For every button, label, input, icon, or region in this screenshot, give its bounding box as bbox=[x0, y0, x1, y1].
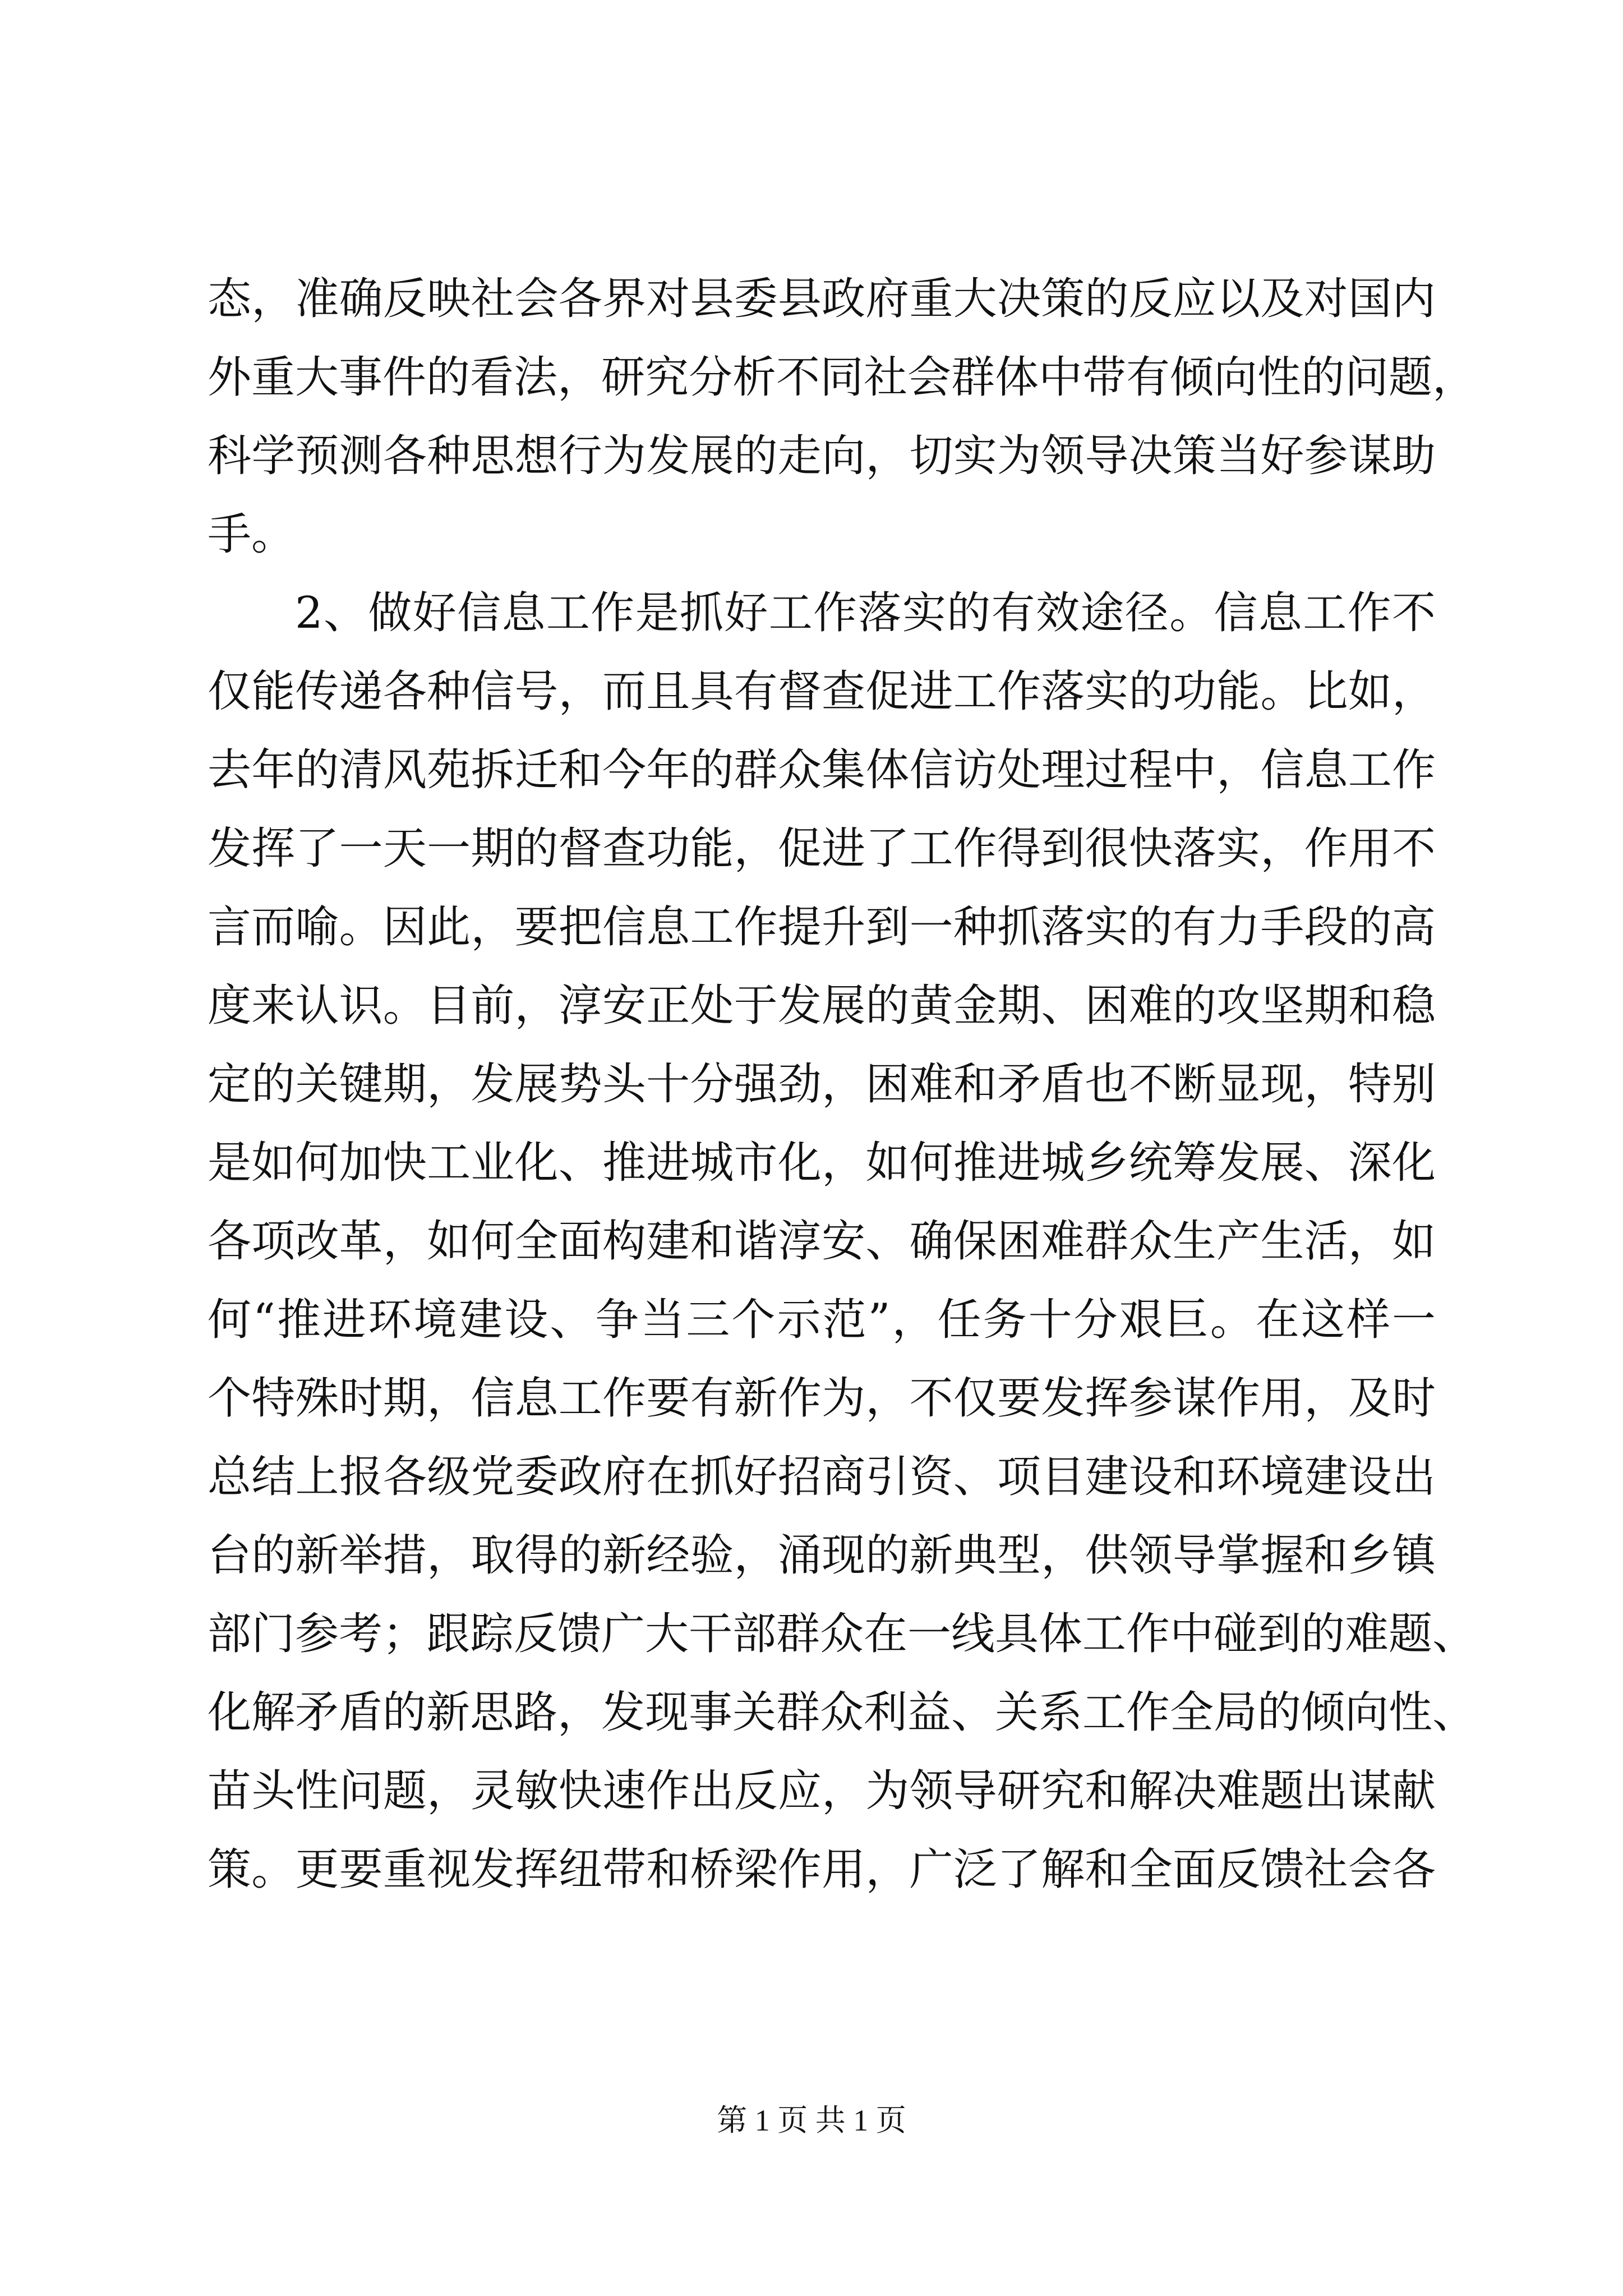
text-line: 部门参考；跟踪反馈广大干部群众在一线具体工作中碰到的难题、 bbox=[208, 1609, 1477, 1659]
text-line: 台的新举措，取得的新经验，涌现的新典型，供领导掌握和乡镇 bbox=[208, 1530, 1436, 1581]
text-line: 去年的清风苑拆迁和今年的群众集体信访处理过程中，信息工作 bbox=[208, 745, 1436, 795]
text-line: 科学预测各种思想行为发展的走向，切实为领导决策当好参谋助 bbox=[208, 431, 1436, 481]
text-line: 态，准确反映社会各界对县委县政府重大决策的反应以及对国内 bbox=[208, 274, 1436, 324]
text-line: 总结上报各级党委政府在抓好招商引资、项目建设和环境建设出 bbox=[208, 1452, 1436, 1502]
text-line: 是如何加快工业化、推进城市化，如何推进城乡统筹发展、深化 bbox=[208, 1138, 1436, 1188]
text-line: 度来认识。目前，淳安正处于发展的黄金期、困难的攻坚期和稳 bbox=[208, 981, 1436, 1031]
text-line: 言而喻。因此，要把信息工作提升到一种抓落实的有力手段的高 bbox=[208, 902, 1436, 953]
text-line: 仅能传递各种信号，而且具有督查促进工作落实的功能。比如， bbox=[208, 666, 1436, 717]
text-line: 苗头性问题，灵敏快速作出反应，为领导研究和解决难题出谋献 bbox=[208, 1766, 1436, 1816]
text-line: 策。更要重视发挥纽带和桥梁作用，广泛了解和全面反馈社会各 bbox=[208, 1844, 1436, 1895]
document-body bbox=[208, 260, 1477, 1909]
text-line: 各项改革，如何全面构建和谐淳安、确保困难群众生产生活，如 bbox=[208, 1216, 1436, 1267]
text-line: 个特殊时期，信息工作要有新作为，不仅要发挥参谋作用，及时 bbox=[208, 1373, 1436, 1424]
text-line: 何“推进环境建设、争当三个示范”，任务十分艰巨。在这样一 bbox=[208, 1295, 1436, 1345]
text-line: 手。 bbox=[208, 509, 296, 560]
text-line: 外重大事件的看法，研究分析不同社会群体中带有倾向性的问题， bbox=[208, 352, 1477, 403]
page-number-footer: 第 1 页 共 1 页 bbox=[717, 2104, 906, 2137]
text-line: 发挥了一天一期的督查功能，促进了工作得到很快落实，作用不 bbox=[208, 823, 1436, 874]
text-line: 化解矛盾的新思路，发现事关群众利益、关系工作全局的倾向性、 bbox=[208, 1687, 1477, 1738]
paragraph-first-line: 2、做好信息工作是抓好工作落实的有效途径。信息工作不 bbox=[295, 588, 1436, 638]
text-line: 定的关键期，发展势头十分强劲，困难和矛盾也不断显现，特别 bbox=[208, 1059, 1436, 1110]
